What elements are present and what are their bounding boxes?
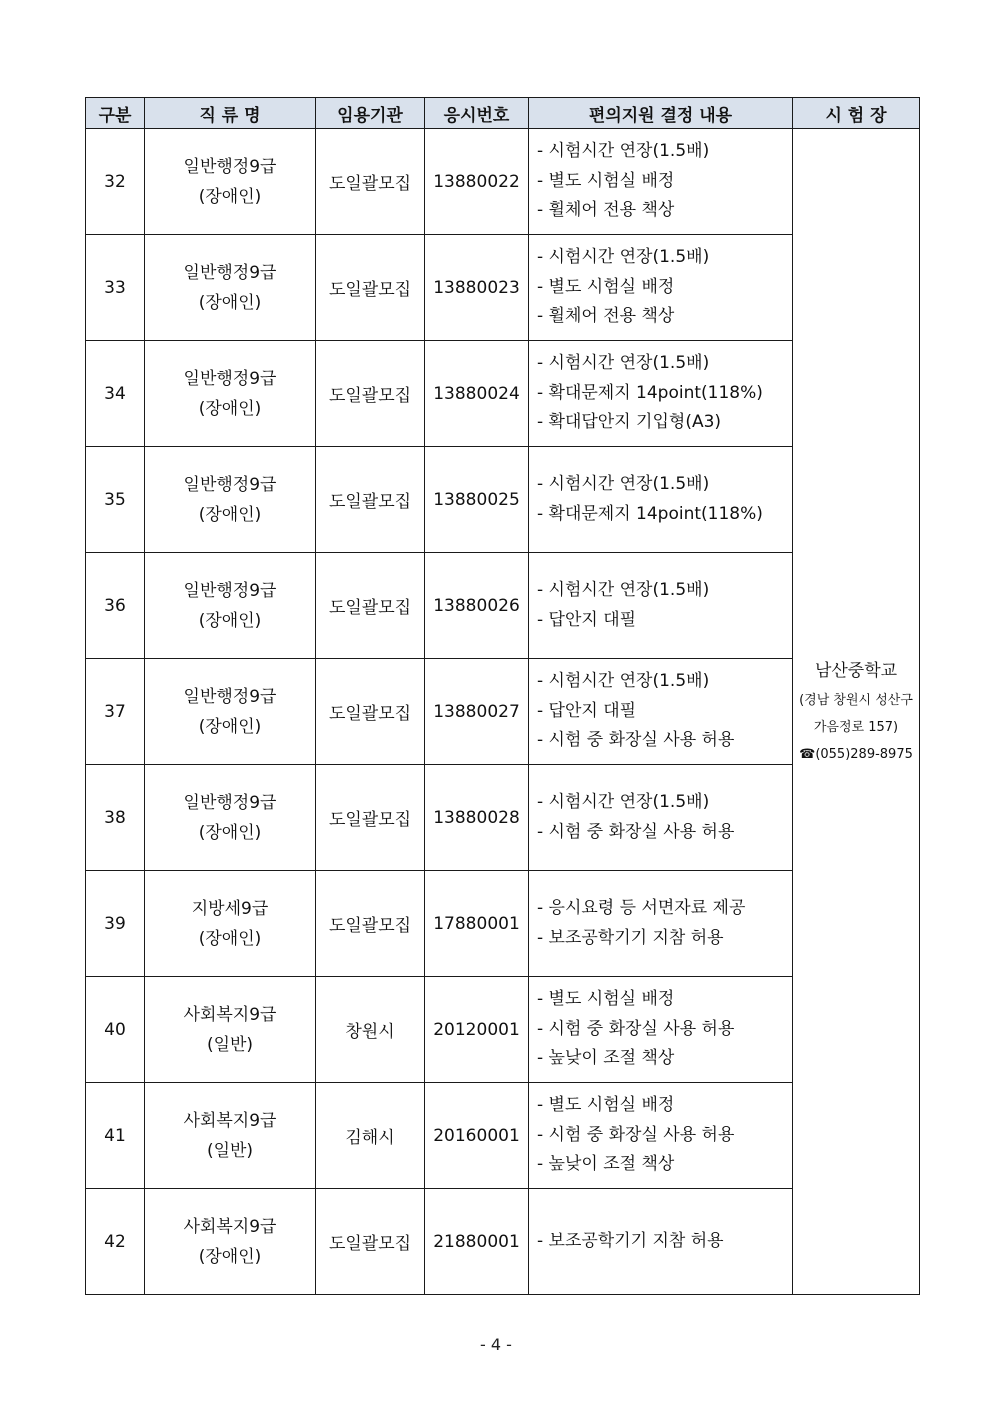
support-item: - 확대답안지 기입형(A3) bbox=[537, 412, 722, 433]
agency: 도일괄모집 bbox=[316, 659, 425, 765]
header-job: 직 류 명 bbox=[145, 98, 316, 129]
support-item: - 시험시간 연장(1.5배) bbox=[537, 247, 710, 268]
venue-name: 남산중학교 bbox=[814, 661, 898, 681]
applicant-type: (일반) bbox=[206, 1034, 254, 1055]
support-item: - 별도 시험실 배정 bbox=[537, 1095, 675, 1116]
row-number: 40 bbox=[86, 977, 145, 1083]
agency: 도일괄모집 bbox=[316, 1189, 425, 1295]
exam-number: 13880028 bbox=[425, 765, 529, 871]
applicant-type: (장애인) bbox=[198, 398, 262, 419]
job-category-cell bbox=[145, 977, 316, 1083]
job-category-cell bbox=[145, 871, 316, 977]
job-title: 일반행정9급 bbox=[183, 474, 277, 495]
job-title: 사회복지9급 bbox=[183, 1216, 277, 1237]
header-support: 편의지원 결정 내용 bbox=[529, 98, 793, 129]
job-title: 일반행정9급 bbox=[183, 156, 277, 177]
header-no: 구분 bbox=[86, 98, 145, 129]
agency: 도일괄모집 bbox=[316, 447, 425, 553]
support-cell bbox=[529, 447, 793, 553]
row-number: 34 bbox=[86, 341, 145, 447]
header-venue: 시 험 장 bbox=[793, 98, 920, 129]
agency: 도일괄모집 bbox=[316, 871, 425, 977]
job-category-cell bbox=[145, 659, 316, 765]
venue-cell bbox=[793, 129, 920, 1295]
job-title: 사회복지9급 bbox=[183, 1004, 277, 1025]
exam-number: 20120001 bbox=[425, 977, 529, 1083]
job-category-cell bbox=[145, 1083, 316, 1189]
applicant-type: (장애인) bbox=[198, 292, 262, 313]
support-item: - 별도 시험실 배정 bbox=[537, 276, 675, 297]
applicant-type: (장애인) bbox=[198, 822, 262, 843]
row-number: 39 bbox=[86, 871, 145, 977]
support-item: - 시험 중 화장실 사용 허용 bbox=[537, 730, 735, 751]
support-item: - 보조공학기기 지참 허용 bbox=[537, 927, 724, 948]
support-item: - 답안지 대필 bbox=[537, 700, 637, 721]
support-cell bbox=[529, 1083, 793, 1189]
support-item: - 높낮이 조절 책상 bbox=[537, 1048, 675, 1069]
job-title: 지방세9급 bbox=[191, 898, 269, 919]
applicant-type: (장애인) bbox=[198, 504, 262, 525]
support-item: - 휠체어 전용 책상 bbox=[537, 306, 675, 327]
applicant-type: (일반) bbox=[206, 1140, 254, 1161]
agency: 창원시 bbox=[316, 977, 425, 1083]
agency: 도일괄모집 bbox=[316, 129, 425, 235]
support-cell bbox=[529, 235, 793, 341]
job-title: 일반행정9급 bbox=[183, 580, 277, 601]
support-item: - 높낮이 조절 책상 bbox=[537, 1154, 675, 1175]
support-item: - 시험시간 연장(1.5배) bbox=[537, 792, 710, 812]
row-number: 33 bbox=[86, 235, 145, 341]
row-number: 41 bbox=[86, 1083, 145, 1189]
support-item: - 확대문제지 14point(118%) bbox=[537, 382, 763, 403]
exam-number: 13880023 bbox=[425, 235, 529, 341]
support-item: - 보조공학기기 지참 허용 bbox=[537, 1230, 724, 1251]
support-cell bbox=[529, 129, 793, 235]
support-item: - 시험시간 연장(1.5배) bbox=[537, 141, 710, 162]
exam-number: 13880027 bbox=[425, 659, 529, 765]
exam-number: 17880001 bbox=[425, 871, 529, 977]
support-cell bbox=[529, 659, 793, 765]
job-category-cell bbox=[145, 235, 316, 341]
accommodation-table bbox=[85, 97, 920, 1295]
support-item: - 별도 시험실 배정 bbox=[537, 989, 675, 1010]
exam-number: 13880024 bbox=[425, 341, 529, 447]
agency: 도일괄모집 bbox=[316, 553, 425, 659]
row-number: 35 bbox=[86, 447, 145, 553]
header-exam-no: 응시번호 bbox=[425, 98, 529, 129]
support-item: - 시험 중 화장실 사용 허용 bbox=[537, 821, 735, 842]
support-item: - 휠체어 전용 책상 bbox=[537, 200, 675, 221]
applicant-type: (장애인) bbox=[198, 186, 262, 207]
applicant-type: (장애인) bbox=[198, 610, 262, 631]
job-category-cell bbox=[145, 447, 316, 553]
table-body bbox=[86, 129, 920, 1295]
support-item: - 시험시간 연장(1.5배) bbox=[537, 580, 710, 600]
support-cell bbox=[529, 977, 793, 1083]
job-category-cell bbox=[145, 765, 316, 871]
support-cell bbox=[529, 1189, 793, 1295]
agency: 도일괄모집 bbox=[316, 341, 425, 447]
support-item: - 별도 시험실 배정 bbox=[537, 170, 675, 191]
applicant-type: (장애인) bbox=[198, 716, 262, 737]
venue-address-line1: (경남 창원시 성산구 bbox=[799, 693, 913, 708]
job-category-cell bbox=[145, 341, 316, 447]
table-header-row bbox=[86, 98, 920, 129]
support-item: - 답안지 대필 bbox=[537, 609, 637, 630]
support-item: - 확대문제지 14point(118%) bbox=[537, 503, 763, 524]
support-cell bbox=[529, 871, 793, 977]
row-number: 36 bbox=[86, 553, 145, 659]
job-title: 일반행정9급 bbox=[183, 792, 277, 813]
support-item: - 시험 중 화장실 사용 허용 bbox=[537, 1124, 735, 1145]
job-title: 사회복지9급 bbox=[183, 1110, 277, 1131]
agency: 도일괄모집 bbox=[316, 765, 425, 871]
venue-address-line2: 가음정로 157) bbox=[813, 720, 899, 735]
support-cell bbox=[529, 765, 793, 871]
support-item: - 시험시간 연장(1.5배) bbox=[537, 671, 710, 692]
exam-number: 20160001 bbox=[425, 1083, 529, 1189]
header-agency: 임용기관 bbox=[316, 98, 425, 129]
job-title: 일반행정9급 bbox=[183, 262, 277, 283]
table-row bbox=[86, 129, 920, 235]
exam-number: 13880025 bbox=[425, 447, 529, 553]
job-title: 일반행정9급 bbox=[183, 368, 277, 389]
support-item: - 시험 중 화장실 사용 허용 bbox=[537, 1018, 735, 1039]
agency: 김해시 bbox=[316, 1083, 425, 1189]
job-category-cell bbox=[145, 129, 316, 235]
support-item: - 시험시간 연장(1.5배) bbox=[537, 353, 710, 374]
applicant-type: (장애인) bbox=[198, 1246, 262, 1267]
page-number: - 4 - bbox=[480, 1335, 512, 1354]
row-number: 42 bbox=[86, 1189, 145, 1295]
applicant-type: (장애인) bbox=[198, 928, 262, 949]
agency: 도일괄모집 bbox=[316, 235, 425, 341]
support-item: - 응시요령 등 서면자료 제공 bbox=[537, 898, 746, 918]
job-category-cell bbox=[145, 1189, 316, 1295]
job-category-cell bbox=[145, 553, 316, 659]
exam-number: 21880001 bbox=[425, 1189, 529, 1295]
support-cell bbox=[529, 553, 793, 659]
venue-phone: ☎(055)289-8975 bbox=[799, 747, 913, 762]
support-item: - 시험시간 연장(1.5배) bbox=[537, 474, 710, 494]
row-number: 37 bbox=[86, 659, 145, 765]
row-number: 32 bbox=[86, 129, 145, 235]
exam-number: 13880022 bbox=[425, 129, 529, 235]
exam-number: 13880026 bbox=[425, 553, 529, 659]
row-number: 38 bbox=[86, 765, 145, 871]
support-cell bbox=[529, 341, 793, 447]
job-title: 일반행정9급 bbox=[183, 686, 277, 707]
